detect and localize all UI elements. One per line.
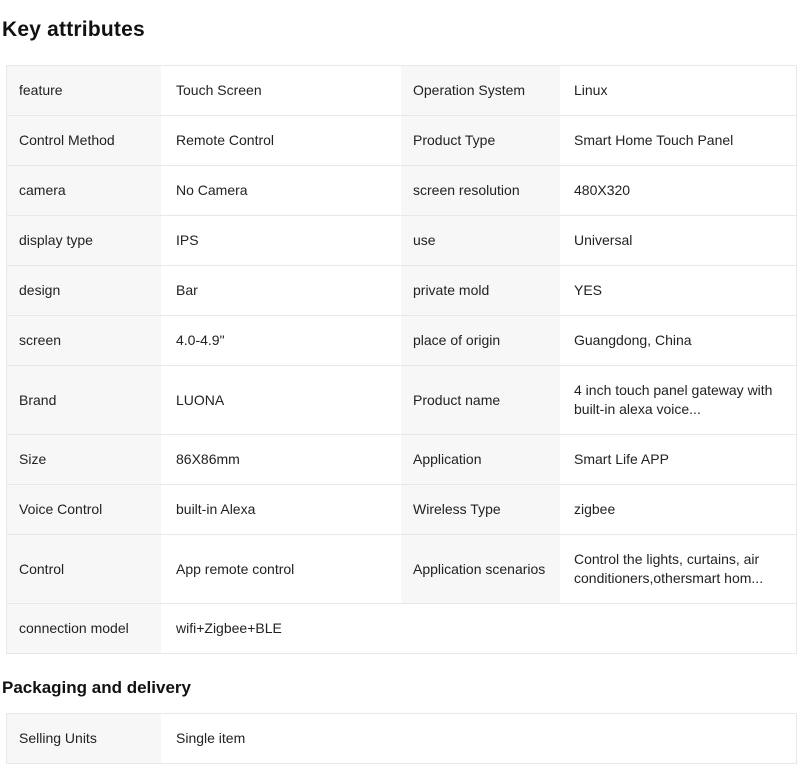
attr-label: Wireless Type [401,485,560,534]
attr-row [7,365,796,434]
packaging-delivery-heading: Packaging and delivery [2,678,191,697]
attr-row [7,534,796,603]
attr-label: screen [7,316,161,365]
attr-label: connection model [7,604,161,653]
attr-row [7,66,796,115]
attr-label: use [401,216,560,265]
attr-value: Single item [176,730,246,746]
attr-row [7,115,796,165]
attr-row [7,434,796,484]
attr-label: Control [7,535,161,603]
attr-value: 480X320 [574,182,631,198]
attr-label: Product name [401,366,560,434]
attr-value: Control the lights, curtains, air conditioners,othersmart hom... [574,551,764,586]
attr-value: wifi+Zigbee+BLE [176,620,282,636]
attr-value: LUONA [176,391,225,408]
packaging-delivery-table [6,713,797,764]
attr-label: Product Type [401,116,560,165]
attr-value: built-in Alexa [176,501,256,517]
attr-label: screen resolution [401,166,560,215]
attr-value: 4.0-4.9" [176,332,225,348]
attr-label: place of origin [401,316,560,365]
attr-row [7,315,796,365]
attr-label: Brand [7,366,161,434]
attr-value: zigbee [574,501,616,517]
attr-row [7,714,796,763]
attr-value: IPS [176,232,199,248]
attr-row [7,165,796,215]
attr-label: private mold [401,266,560,315]
key-attributes-table [6,65,797,654]
attr-row [7,215,796,265]
attr-label: camera [7,166,161,215]
attr-label: display type [7,216,161,265]
attr-value: App remote control [176,560,295,577]
attr-value: 4 inch touch panel gateway with built-in alexa voice... [574,382,773,417]
attr-value: Smart Life APP [574,451,669,467]
attr-label: Application scenarios [401,535,560,603]
attr-label: Voice Control [7,485,161,534]
attr-label: feature [7,66,161,115]
attr-value: 86X86mm [176,451,240,467]
attr-value: No Camera [176,182,248,198]
key-attributes-heading: Key attributes [2,18,145,41]
attr-label: Control Method [7,116,161,165]
attr-value: Remote Control [176,132,275,148]
attr-row [7,603,796,653]
attr-label: Operation System [401,66,560,115]
attr-value: Linux [574,82,608,98]
attr-value: Bar [176,282,198,298]
attr-row [7,484,796,534]
attr-label: Size [7,435,161,484]
attr-label: Selling Units [7,714,161,763]
attr-row [7,265,796,315]
attr-value: YES [574,282,603,298]
attr-label: design [7,266,161,315]
attr-value: Smart Home Touch Panel [574,132,734,148]
attr-value: Guangdong, China [574,332,692,348]
attr-value: Universal [574,232,633,248]
attr-label: Application [401,435,560,484]
attr-value: Touch Screen [176,82,262,98]
